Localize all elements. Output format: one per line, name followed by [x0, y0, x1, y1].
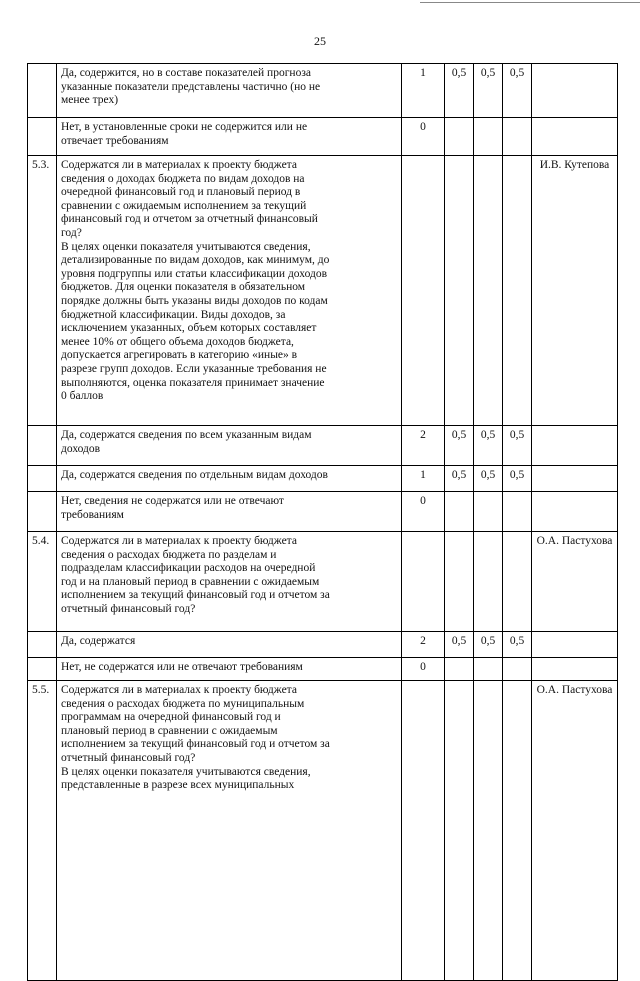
weight-cell-1: 0,5	[445, 64, 474, 118]
criterion-text	[57, 658, 402, 681]
item-number: 5.4.	[28, 532, 57, 632]
text-line: допускается агрегировать в категорию «иные» в	[61, 349, 298, 362]
weight-cell-2	[474, 156, 503, 426]
weight-cell-1: 0,5	[445, 466, 474, 492]
text-line: год и на плановый период в сравнении с ожидаемым	[61, 575, 320, 588]
responsible-cell	[532, 492, 618, 532]
weight-cell-3	[503, 532, 532, 632]
text-line: исполнением за текущий финансовый год и отчетом за	[61, 738, 330, 751]
score-cell: 1	[402, 466, 445, 492]
text-line: Да, содержатся	[61, 635, 136, 647]
text-line: Да, содержится, но в составе показателей прогноза	[61, 67, 311, 79]
text-line: доходов	[61, 442, 101, 455]
score-cell	[402, 532, 445, 632]
text-line: Да, содержатся сведения по всем указанным видам	[61, 429, 312, 441]
score-cell	[402, 156, 445, 426]
text-line: бюджетной классификации. Виды доходов, за	[61, 308, 286, 321]
item-number: 5.5.	[28, 681, 57, 981]
weight-cell-1	[445, 681, 474, 981]
weight-cell-3	[503, 492, 532, 532]
text-line: Да, содержатся сведения по отдельным видам доходов	[61, 469, 328, 481]
criterion-text	[57, 466, 402, 492]
text-line: Нет, в установленные сроки не содержится или не	[61, 121, 308, 133]
text-line: плановый период в сравнении с ожидаемым	[61, 724, 278, 737]
text-line: год?	[61, 226, 82, 239]
text-line: исключением указанных, объем которых составляет	[61, 322, 317, 335]
criteria-table	[27, 63, 618, 981]
text-line: Содержатся ли в материалах к проекту бюджета	[61, 159, 297, 171]
text-line: Нет, сведения не содержатся или не отвечают	[61, 495, 284, 507]
item-number	[28, 426, 57, 466]
text-line: указанные показатели представлены частично (но не	[61, 80, 321, 93]
text-line: бюджетов. Для оценки показателя в обязательном	[61, 281, 306, 294]
text-line: очередной финансовый год и плановый период в	[61, 186, 301, 199]
table-row	[28, 492, 618, 532]
text-line: порядке должны быть указаны виды доходов по кодам	[61, 294, 328, 307]
text-line: сведения о доходах бюджета по видам доходов на	[61, 172, 305, 185]
text-line: подразделам классификации расходов на очередной	[61, 562, 316, 575]
text-line: представленные в разрезе всех муниципальных	[61, 779, 295, 792]
text-line: отчетный финансовый год?	[61, 751, 196, 764]
criterion-text	[57, 632, 402, 658]
criterion-text	[57, 64, 402, 118]
responsible-cell	[532, 118, 618, 156]
responsible-cell: И.В. Кутепова	[532, 156, 618, 426]
weight-cell-2	[474, 532, 503, 632]
criterion-text	[57, 426, 402, 466]
score-cell: 2	[402, 632, 445, 658]
text-line: 0 баллов	[61, 390, 104, 403]
weight-cell-3: 0,5	[503, 426, 532, 466]
responsible-cell	[532, 466, 618, 492]
criterion-text	[57, 492, 402, 532]
table-row	[28, 632, 618, 658]
table-row	[28, 64, 618, 118]
item-number	[28, 466, 57, 492]
text-line: Содержатся ли в материалах к проекту бюджета	[61, 535, 297, 547]
item-number	[28, 492, 57, 532]
text-line: сведения о расходах бюджета по разделам и	[61, 548, 277, 561]
score-cell: 0	[402, 492, 445, 532]
item-number	[28, 632, 57, 658]
criterion-text	[57, 681, 402, 981]
table-body	[28, 64, 618, 981]
weight-cell-2: 0,5	[474, 466, 503, 492]
responsible-cell: О.А. Пастухова	[532, 532, 618, 632]
weight-cell-3: 0,5	[503, 632, 532, 658]
weight-cell-3	[503, 681, 532, 981]
weight-cell-3: 0,5	[503, 64, 532, 118]
weight-cell-2	[474, 681, 503, 981]
responsible-cell	[532, 426, 618, 466]
weight-cell-1: 0,5	[445, 632, 474, 658]
weight-cell-1	[445, 492, 474, 532]
table-row	[28, 426, 618, 466]
text-line: программам на очередной финансовый год и	[61, 711, 281, 724]
text-line: требованиям	[61, 508, 124, 521]
score-cell: 0	[402, 658, 445, 681]
item-number	[28, 118, 57, 156]
table-row	[28, 466, 618, 492]
text-line: В целях оценки показателя учитываются сведения,	[61, 765, 311, 778]
weight-cell-3	[503, 658, 532, 681]
weight-cell-1: 0,5	[445, 426, 474, 466]
text-line: отчетный финансовый год?	[61, 602, 196, 615]
weight-cell-3: 0,5	[503, 466, 532, 492]
weight-cell-1	[445, 658, 474, 681]
score-cell: 0	[402, 118, 445, 156]
text-line: исполнением за текущий финансовый год и отчетом за	[61, 589, 330, 602]
page-number: 25	[314, 34, 326, 48]
text-line: Содержатся ли в материалах к проекту бюджета	[61, 684, 297, 696]
responsible-cell	[532, 64, 618, 118]
responsible-cell	[532, 632, 618, 658]
text-line: сравнении с ожидаемым исполнением за текущий	[61, 199, 307, 212]
score-cell: 1	[402, 64, 445, 118]
weight-cell-1	[445, 532, 474, 632]
table-row	[28, 658, 618, 681]
text-line: Нет, не содержатся или не отвечают требованиям	[61, 661, 303, 673]
text-line: детализированные по видам доходов, как минимум, до	[61, 254, 330, 267]
responsible-cell	[532, 658, 618, 681]
text-line: уровня подгруппы или статьи классификации доходов	[61, 267, 328, 280]
text-line: выполняются, оценка показателя принимает значение	[61, 376, 325, 389]
weight-cell-2: 0,5	[474, 632, 503, 658]
text-line: финансовый год и отчетом за отчетный финансовый	[61, 213, 318, 226]
text-line: менее 10% от общего объема доходов бюджета,	[61, 335, 294, 348]
top-rule	[420, 2, 640, 3]
text-line: В целях оценки показателя учитываются сведения,	[61, 240, 311, 253]
item-number: 5.3.	[28, 156, 57, 426]
weight-cell-2	[474, 492, 503, 532]
table-row	[28, 156, 618, 426]
weight-cell-3	[503, 118, 532, 156]
criterion-text	[57, 532, 402, 632]
weight-cell-2: 0,5	[474, 64, 503, 118]
score-cell: 2	[402, 426, 445, 466]
text-line: сведения о расходах бюджета по муниципальным	[61, 697, 305, 710]
weight-cell-2: 0,5	[474, 426, 503, 466]
weight-cell-1	[445, 156, 474, 426]
text-line: отвечает требованиям	[61, 134, 169, 147]
weight-cell-2	[474, 658, 503, 681]
item-number	[28, 658, 57, 681]
criterion-text	[57, 156, 402, 426]
criterion-text	[57, 118, 402, 156]
table-row	[28, 118, 618, 156]
table-row	[28, 681, 618, 981]
weight-cell-1	[445, 118, 474, 156]
responsible-cell: О.А. Пастухова	[532, 681, 618, 981]
weight-cell-2	[474, 118, 503, 156]
table-row	[28, 532, 618, 632]
weight-cell-3	[503, 156, 532, 426]
text-line: менее трех)	[61, 94, 119, 107]
score-cell	[402, 681, 445, 981]
item-number	[28, 64, 57, 118]
text-line: разрезе групп доходов. Если указанные требования не	[61, 362, 327, 375]
